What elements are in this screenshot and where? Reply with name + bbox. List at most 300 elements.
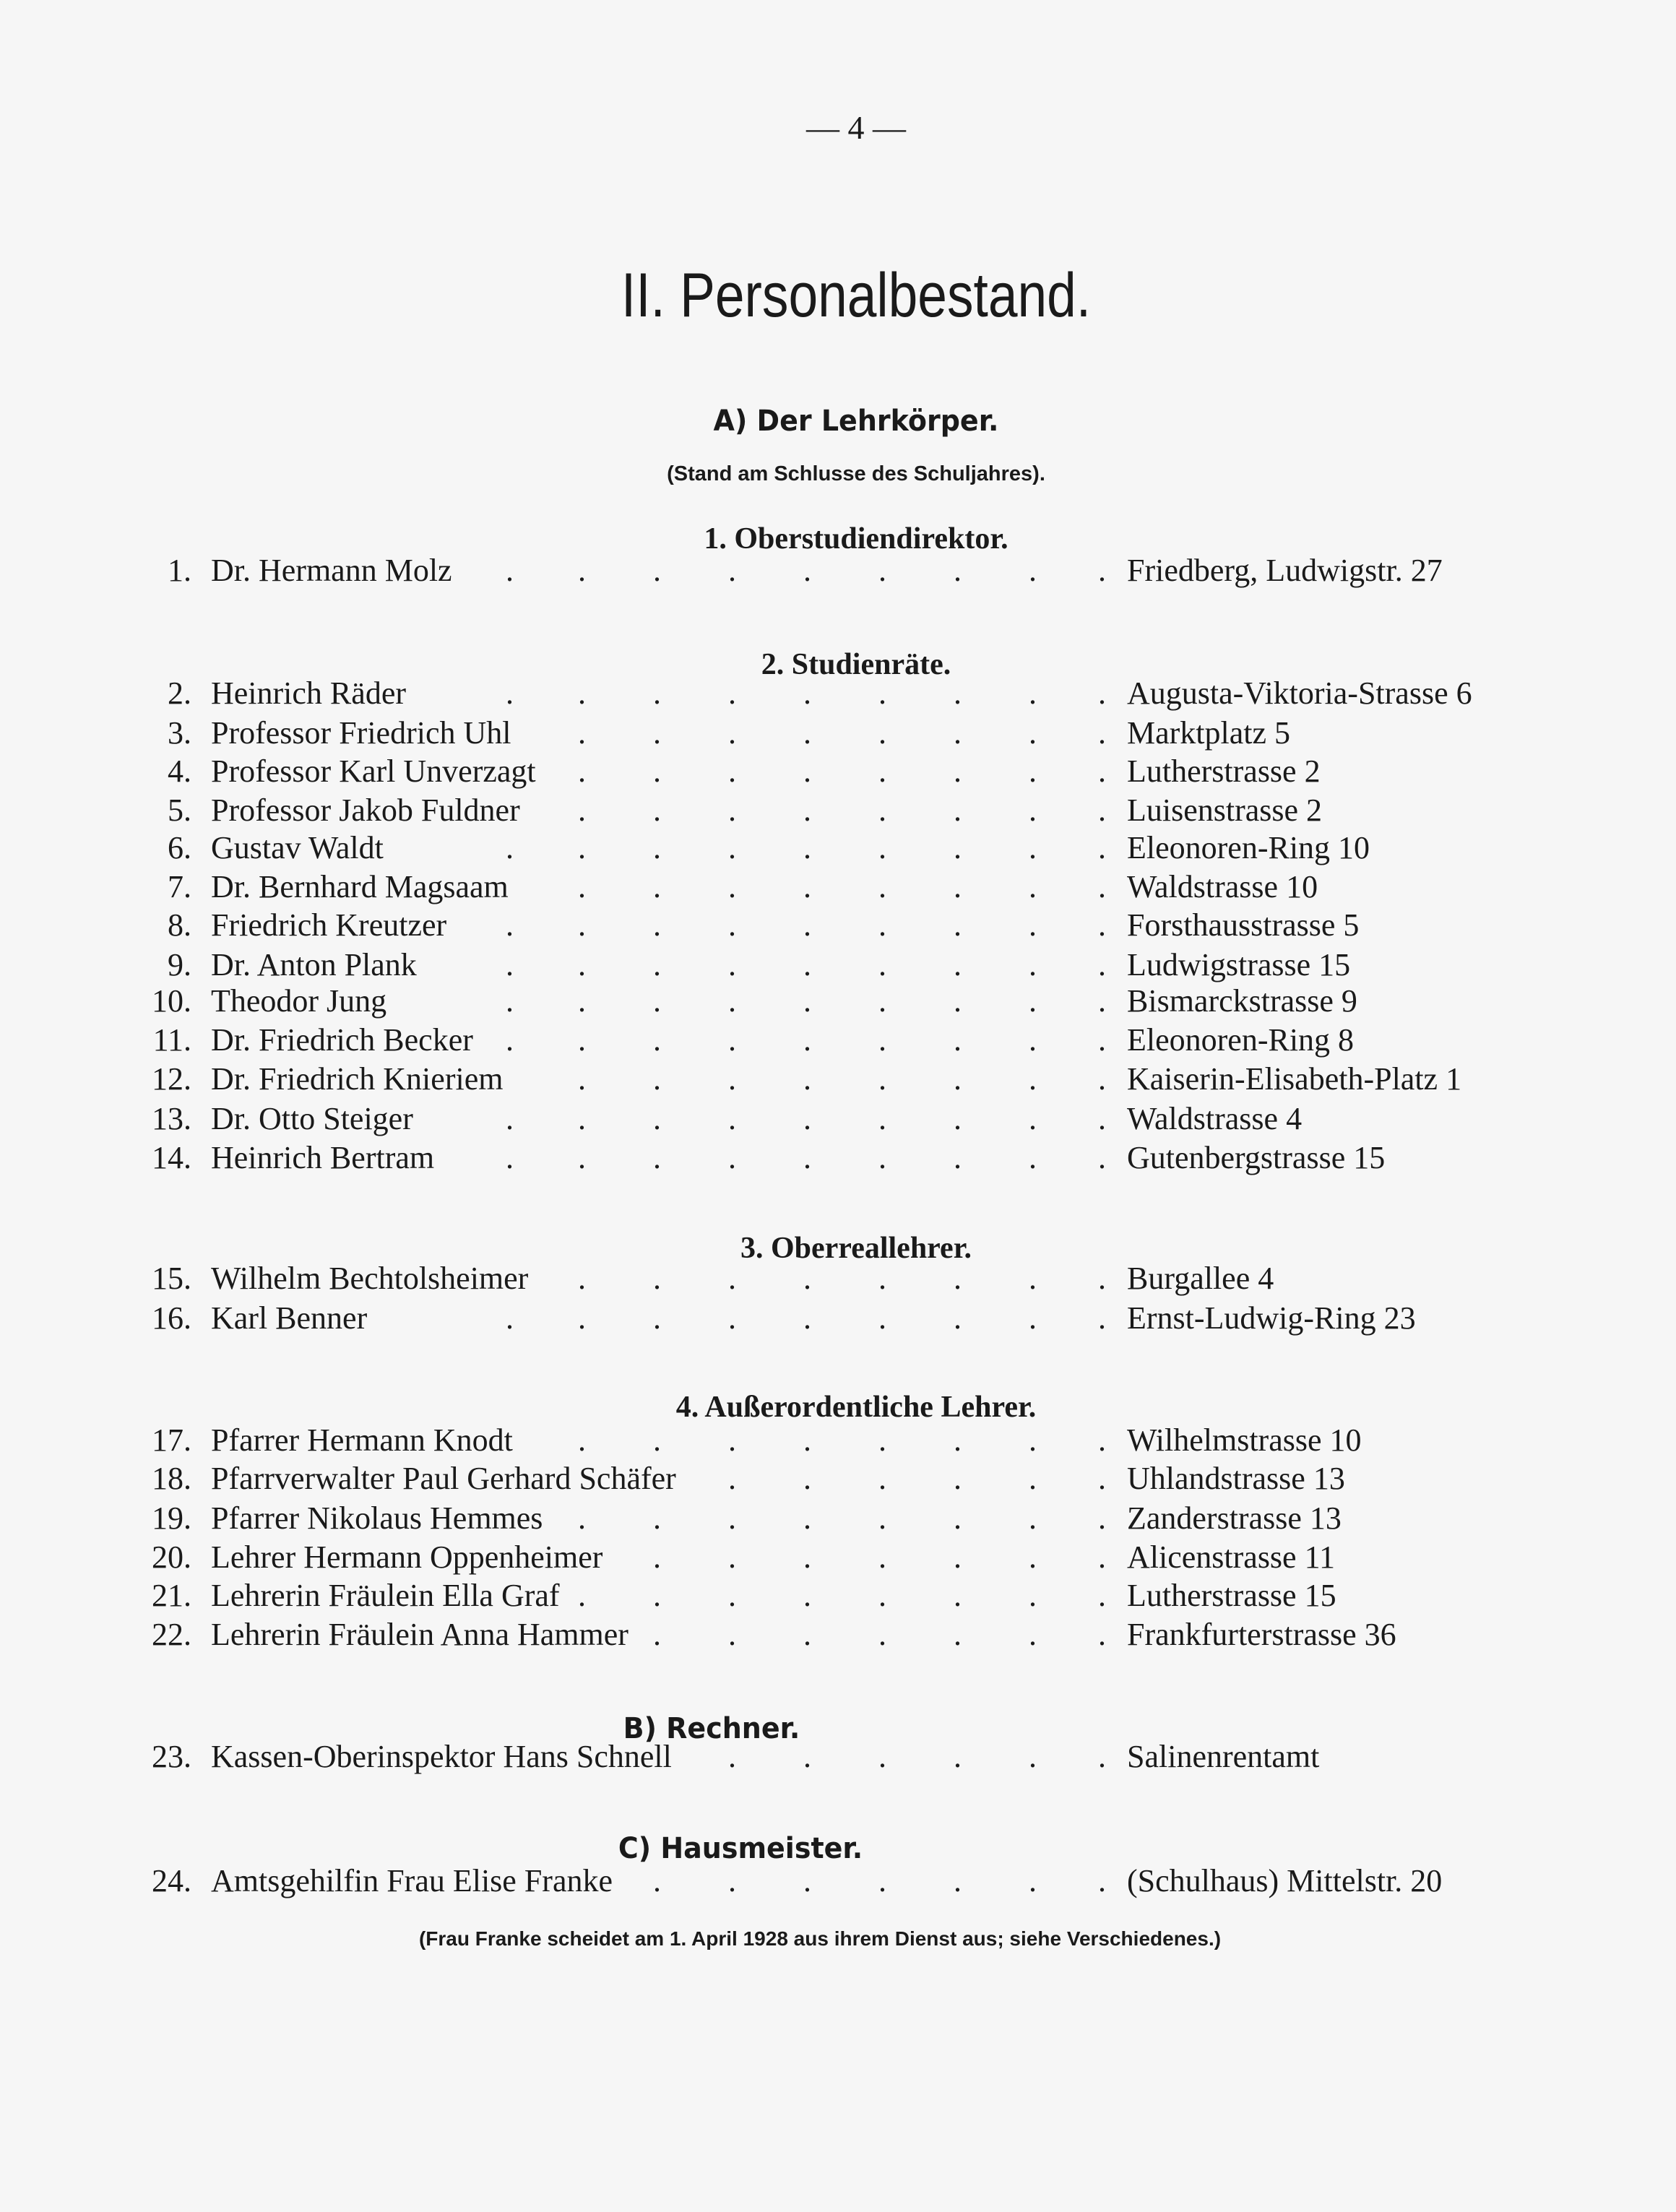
list-item [0, 552, 1676, 592]
dot-leader: . [1029, 830, 1037, 865]
dot-leader: . [954, 1300, 962, 1336]
item-number: 11. [152, 1022, 191, 1058]
dot-leader: . [1029, 553, 1037, 588]
dot-leader: . [578, 792, 586, 828]
person-address: Gutenbergstrasse 15 [1127, 1140, 1386, 1175]
dot-leader: . [878, 1539, 886, 1575]
list-item [0, 1500, 1676, 1540]
dot-leader: . [1098, 792, 1106, 828]
dot-leader: . [728, 830, 736, 865]
dot-leader: . [1029, 1461, 1037, 1496]
dot-leader: . [954, 1578, 962, 1613]
dot-leader: . [1029, 1539, 1037, 1575]
dot-leader: . [878, 1500, 886, 1536]
list-item [0, 1139, 1676, 1180]
dot-leader: . [578, 907, 586, 943]
item-number: 14. [152, 1140, 191, 1175]
list-item [0, 982, 1676, 1023]
dot-leader: . [954, 753, 962, 789]
dot-leader: . [954, 1539, 962, 1575]
dot-leader: . [878, 1739, 886, 1774]
dot-leader: . [878, 753, 886, 789]
person-name: Gustav Waldt [211, 830, 384, 865]
person-address: Burgallee 4 [1127, 1261, 1274, 1296]
person-name: Professor Jakob Fuldner [211, 792, 520, 828]
dot-leader: . [878, 1422, 886, 1458]
dot-leader: . [578, 553, 586, 588]
person-name: Dr. Bernhard Magsaam [211, 869, 509, 904]
dot-leader: . [878, 1061, 886, 1097]
person-name: Kassen-Oberinspektor Hans Schnell [211, 1739, 672, 1774]
dot-leader: . [578, 1101, 586, 1136]
dot-leader: . [954, 1140, 962, 1175]
dot-leader: . [1098, 983, 1106, 1019]
dot-leader: . [653, 983, 661, 1019]
dot-leader: . [653, 1422, 661, 1458]
dot-leader: . [803, 1101, 811, 1136]
person-address: Waldstrasse 4 [1127, 1101, 1303, 1136]
person-name: Lehrer Hermann Oppenheimer [211, 1539, 603, 1575]
list-item [0, 1862, 1676, 1903]
dot-leader: . [1029, 715, 1037, 751]
dot-leader: . [1098, 869, 1106, 904]
person-address: Lutherstrasse 2 [1127, 753, 1321, 789]
group-heading-oberreallehrer: 3. Oberreallehrer. [740, 1232, 972, 1265]
dot-leader: . [1029, 1500, 1037, 1536]
item-number: 5. [168, 792, 191, 828]
dot-leader: . [803, 1022, 811, 1058]
person-name: Dr. Friedrich Knieriem [211, 1061, 504, 1097]
group-heading-studienraete: 2. Studienräte. [761, 648, 951, 681]
dot-leader: . [728, 1140, 736, 1175]
dot-leader: . [878, 947, 886, 982]
dot-leader: . [878, 1578, 886, 1613]
dot-leader: . [728, 1578, 736, 1613]
dot-leader: . [803, 1461, 811, 1496]
dot-leader: . [728, 675, 736, 711]
list-item [0, 792, 1676, 832]
person-name: Dr. Hermann Molz [211, 553, 452, 588]
dot-leader: . [728, 1061, 736, 1097]
list-item [0, 675, 1676, 715]
item-number: 4. [168, 753, 191, 789]
dot-leader: . [653, 907, 661, 943]
dot-leader: . [803, 1261, 811, 1296]
dot-leader: . [653, 1539, 661, 1575]
dot-leader: . [728, 1739, 736, 1774]
dot-leader: . [506, 830, 514, 865]
dot-leader: . [803, 1422, 811, 1458]
dot-leader: . [803, 1863, 811, 1898]
list-item [0, 1616, 1676, 1656]
group-heading-ausserordentliche-lehrer: 4. Außerordentliche Lehrer. [675, 1391, 1037, 1424]
item-number: 18. [152, 1461, 191, 1496]
dot-leader: . [1098, 1422, 1106, 1458]
item-number: 22. [152, 1617, 191, 1652]
dot-leader: . [1098, 1061, 1106, 1097]
dot-leader: . [653, 1101, 661, 1136]
dot-leader: . [878, 983, 886, 1019]
dot-leader: . [728, 1461, 736, 1496]
item-number: 17. [152, 1422, 191, 1458]
dot-leader: . [803, 1617, 811, 1652]
dot-leader: . [653, 675, 661, 711]
dot-leader: . [728, 1101, 736, 1136]
dot-leader: . [803, 1539, 811, 1575]
dot-leader: . [728, 1863, 736, 1898]
dot-leader: . [878, 907, 886, 943]
person-address: Alicenstrasse 11 [1127, 1539, 1335, 1575]
page-number: — 4 — [806, 109, 906, 146]
person-name: Wilhelm Bechtolsheimer [211, 1261, 529, 1296]
dot-leader: . [803, 1300, 811, 1336]
dot-leader: . [954, 907, 962, 943]
dot-leader: . [1098, 1261, 1106, 1296]
list-item [0, 946, 1676, 987]
section-a-subtitle: (Stand am Schlusse des Schuljahres). [667, 462, 1045, 485]
dot-leader: . [578, 830, 586, 865]
item-number: 1. [168, 553, 191, 588]
person-name: Heinrich Bertram [211, 1140, 435, 1175]
dot-leader: . [728, 1422, 736, 1458]
dot-leader: . [803, 947, 811, 982]
dot-leader: . [954, 1061, 962, 1097]
person-address: Frankfurterstrasse 36 [1127, 1617, 1396, 1652]
person-name: Heinrich Räder [211, 675, 406, 711]
dot-leader: . [1098, 1617, 1106, 1652]
person-address: Waldstrasse 10 [1127, 869, 1318, 904]
dot-leader: . [653, 753, 661, 789]
dot-leader: . [1098, 1461, 1106, 1496]
dot-leader: . [803, 869, 811, 904]
dot-leader: . [653, 792, 661, 828]
person-name: Pfarrverwalter Paul Gerhard Schäfer [211, 1461, 676, 1496]
dot-leader: . [1029, 1140, 1037, 1175]
dot-leader: . [954, 1261, 962, 1296]
dot-leader: . [653, 1022, 661, 1058]
dot-leader: . [1098, 1101, 1106, 1136]
dot-leader: . [728, 715, 736, 751]
dot-leader: . [954, 1461, 962, 1496]
dot-leader: . [954, 983, 962, 1019]
dot-leader: . [653, 1300, 661, 1336]
dot-leader: . [954, 947, 962, 982]
dot-leader: . [1029, 1061, 1037, 1097]
dot-leader: . [578, 983, 586, 1019]
person-name: Friedrich Kreutzer [211, 907, 447, 943]
dot-leader: . [728, 792, 736, 828]
person-address: Eleonoren-Ring 10 [1127, 830, 1370, 865]
item-number: 9. [168, 947, 191, 982]
item-number: 12. [152, 1061, 191, 1097]
dot-leader: . [578, 1300, 586, 1336]
dot-leader: . [728, 1500, 736, 1536]
dot-leader: . [653, 715, 661, 751]
dot-leader: . [506, 1140, 514, 1175]
dot-leader: . [954, 1617, 962, 1652]
list-item [0, 868, 1676, 909]
dot-leader: . [728, 1261, 736, 1296]
dot-leader: . [578, 715, 586, 751]
dot-leader: . [578, 869, 586, 904]
person-address: Ludwigstrasse 15 [1127, 947, 1351, 982]
dot-leader: . [954, 1422, 962, 1458]
dot-leader: . [878, 715, 886, 751]
dot-leader: . [803, 830, 811, 865]
dot-leader: . [1029, 1300, 1037, 1336]
dot-leader: . [653, 1863, 661, 1898]
person-name: Professor Karl Unverzagt [211, 753, 536, 789]
person-name: Theodor Jung [211, 983, 387, 1019]
dot-leader: . [1029, 792, 1037, 828]
dot-leader: . [578, 1261, 586, 1296]
dot-leader: . [954, 1101, 962, 1136]
person-address: (Schulhaus) Mittelstr. 20 [1127, 1863, 1443, 1898]
dot-leader: . [578, 753, 586, 789]
dot-leader: . [728, 1300, 736, 1336]
dot-leader: . [506, 907, 514, 943]
dot-leader: . [954, 1022, 962, 1058]
dot-leader: . [653, 1140, 661, 1175]
item-number: 23. [152, 1739, 191, 1774]
person-name: Amtsgehilfin Frau Elise Franke [211, 1863, 613, 1898]
item-number: 24. [152, 1863, 191, 1898]
dot-leader: . [878, 1140, 886, 1175]
person-address: Ernst-Ludwig-Ring 23 [1127, 1300, 1416, 1336]
dot-leader: . [578, 947, 586, 982]
person-name: Dr. Anton Plank [211, 947, 417, 982]
dot-leader: . [954, 553, 962, 588]
dot-leader: . [1098, 1500, 1106, 1536]
dot-leader: . [878, 553, 886, 588]
person-address: Uhlandstrasse 13 [1127, 1461, 1345, 1496]
dot-leader: . [803, 1500, 811, 1536]
dot-leader: . [1029, 1578, 1037, 1613]
item-number: 6. [168, 830, 191, 865]
list-item [0, 753, 1676, 793]
dot-leader: . [728, 1617, 736, 1652]
dot-leader: . [954, 1739, 962, 1774]
dot-leader: . [1098, 675, 1106, 711]
list-item [0, 714, 1676, 755]
dot-leader: . [1098, 1578, 1106, 1613]
dot-leader: . [803, 553, 811, 588]
dot-leader: . [728, 983, 736, 1019]
dot-leader: . [1029, 753, 1037, 789]
footnote: (Frau Franke scheidet am 1. April 1928 aus ihrem Dienst aus; siehe Verschiedenes.) [418, 1927, 1222, 1950]
list-item [0, 1460, 1676, 1500]
dot-leader: . [728, 1022, 736, 1058]
dot-leader: . [878, 1461, 886, 1496]
item-number: 16. [152, 1300, 191, 1336]
dot-leader: . [728, 753, 736, 789]
dot-leader: . [878, 1261, 886, 1296]
section-c-heading: C) Hausmeister. [618, 1832, 863, 1865]
list-item [0, 1300, 1676, 1340]
dot-leader: . [878, 1617, 886, 1652]
dot-leader: . [954, 869, 962, 904]
dot-leader: . [878, 675, 886, 711]
person-address: Bismarckstrasse 9 [1127, 983, 1357, 1019]
list-item [0, 829, 1676, 870]
dot-leader: . [506, 947, 514, 982]
list-item [0, 1422, 1676, 1462]
dot-leader: . [728, 869, 736, 904]
dot-leader: . [653, 1617, 661, 1652]
list-item [0, 1539, 1676, 1579]
section-a-heading: A) Der Lehrkörper. [713, 405, 999, 438]
item-number: 10. [152, 983, 191, 1019]
dot-leader: . [1098, 947, 1106, 982]
person-address: Augusta-Viktoria-Strasse 6 [1127, 675, 1472, 711]
dot-leader: . [653, 830, 661, 865]
dot-leader: . [878, 792, 886, 828]
dot-leader: . [653, 1578, 661, 1613]
dot-leader: . [578, 675, 586, 711]
person-name: Dr. Otto Steiger [211, 1101, 413, 1136]
item-number: 8. [168, 907, 191, 943]
item-number: 21. [152, 1578, 191, 1613]
dot-leader: . [954, 830, 962, 865]
dot-leader: . [803, 1739, 811, 1774]
dot-leader: . [578, 1061, 586, 1097]
dot-leader: . [803, 983, 811, 1019]
person-name: Lehrerin Fräulein Ella Graf [211, 1578, 560, 1613]
dot-leader: . [1098, 553, 1106, 588]
dot-leader: . [803, 753, 811, 789]
dot-leader: . [578, 1500, 586, 1536]
dot-leader: . [1098, 1022, 1106, 1058]
dot-leader: . [506, 983, 514, 1019]
dot-leader: . [1029, 1261, 1037, 1296]
dot-leader: . [578, 1022, 586, 1058]
dot-leader: . [653, 1500, 661, 1536]
dot-leader: . [954, 715, 962, 751]
dot-leader: . [506, 1101, 514, 1136]
dot-leader: . [1029, 983, 1037, 1019]
dot-leader: . [728, 1539, 736, 1575]
dot-leader: . [878, 1022, 886, 1058]
item-number: 2. [168, 675, 191, 711]
person-name: Pfarrer Hermann Knodt [211, 1422, 513, 1458]
item-number: 13. [152, 1101, 191, 1136]
dot-leader: . [728, 553, 736, 588]
dot-leader: . [653, 1261, 661, 1296]
person-address: Eleonoren-Ring 8 [1127, 1022, 1355, 1058]
dot-leader: . [1029, 1863, 1037, 1898]
dot-leader: . [1098, 1539, 1106, 1575]
person-name: Karl Benner [211, 1300, 368, 1336]
dot-leader: . [1029, 1101, 1037, 1136]
dot-leader: . [878, 830, 886, 865]
dot-leader: . [878, 1101, 886, 1136]
dot-leader: . [653, 1061, 661, 1097]
dot-leader: . [1029, 675, 1037, 711]
group-heading-oberstudiendirektor: 1. Oberstudiendirektor. [704, 522, 1008, 556]
list-item [0, 1021, 1676, 1062]
dot-leader: . [1098, 907, 1106, 943]
person-address: Kaiserin-Elisabeth-Platz 1 [1127, 1061, 1462, 1097]
dot-leader: . [803, 715, 811, 751]
dot-leader: . [1029, 1022, 1037, 1058]
list-item [0, 1260, 1676, 1300]
dot-leader: . [578, 1422, 586, 1458]
item-number: 20. [152, 1539, 191, 1575]
dot-leader: . [1098, 1300, 1106, 1336]
person-address: Zanderstrasse 13 [1127, 1500, 1342, 1536]
dot-leader: . [506, 553, 514, 588]
dot-leader: . [803, 1578, 811, 1613]
dot-leader: . [1029, 1617, 1037, 1652]
person-name: Lehrerin Fräulein Anna Hammer [211, 1617, 628, 1652]
person-address: Salinenrentamt [1127, 1739, 1320, 1774]
dot-leader: . [1029, 907, 1037, 943]
item-number: 15. [152, 1261, 191, 1296]
dot-leader: . [954, 675, 962, 711]
list-item [0, 907, 1676, 947]
list-item [0, 1738, 1676, 1779]
dot-leader: . [578, 1578, 586, 1613]
dot-leader: . [1098, 1739, 1106, 1774]
dot-leader: . [878, 1863, 886, 1898]
dot-leader: . [878, 869, 886, 904]
dot-leader: . [1029, 1422, 1037, 1458]
item-number: 19. [152, 1500, 191, 1536]
dot-leader: . [1029, 869, 1037, 904]
dot-leader: . [506, 675, 514, 711]
person-name: Pfarrer Nikolaus Hemmes [211, 1500, 543, 1536]
dot-leader: . [1029, 1739, 1037, 1774]
dot-leader: . [954, 1863, 962, 1898]
dot-leader: . [1098, 1863, 1106, 1898]
dot-leader: . [506, 1022, 514, 1058]
dot-leader: . [653, 869, 661, 904]
person-address: Forsthausstrasse 5 [1127, 907, 1360, 943]
dot-leader: . [1098, 753, 1106, 789]
dot-leader: . [803, 792, 811, 828]
dot-leader: . [728, 947, 736, 982]
dot-leader: . [578, 1140, 586, 1175]
list-item [0, 1060, 1676, 1101]
dot-leader: . [803, 907, 811, 943]
person-address: Wilhelmstrasse 10 [1127, 1422, 1362, 1458]
person-name: Dr. Friedrich Becker [211, 1022, 473, 1058]
dot-leader: . [878, 1300, 886, 1336]
person-address: Friedberg, Ludwigstr. 27 [1127, 553, 1443, 588]
item-number: 7. [168, 869, 191, 904]
dot-leader: . [1029, 947, 1037, 982]
section-b-heading: B) Rechner. [623, 1712, 800, 1745]
person-address: Luisenstrasse 2 [1127, 792, 1323, 828]
person-name: Professor Friedrich Uhl [211, 715, 511, 751]
person-address: Lutherstrasse 15 [1127, 1578, 1336, 1613]
dot-leader: . [803, 1061, 811, 1097]
dot-leader: . [803, 675, 811, 711]
page-title: II. Personalbestand. [621, 261, 1092, 330]
dot-leader: . [1098, 830, 1106, 865]
dot-leader: . [954, 792, 962, 828]
dot-leader: . [653, 947, 661, 982]
dot-leader: . [653, 553, 661, 588]
list-item [0, 1577, 1676, 1617]
dot-leader: . [1098, 1140, 1106, 1175]
person-address: Marktplatz 5 [1127, 715, 1291, 751]
dot-leader: . [803, 1140, 811, 1175]
dot-leader: . [506, 1300, 514, 1336]
list-item [0, 1100, 1676, 1141]
item-number: 3. [168, 715, 191, 751]
dot-leader: . [954, 1500, 962, 1536]
